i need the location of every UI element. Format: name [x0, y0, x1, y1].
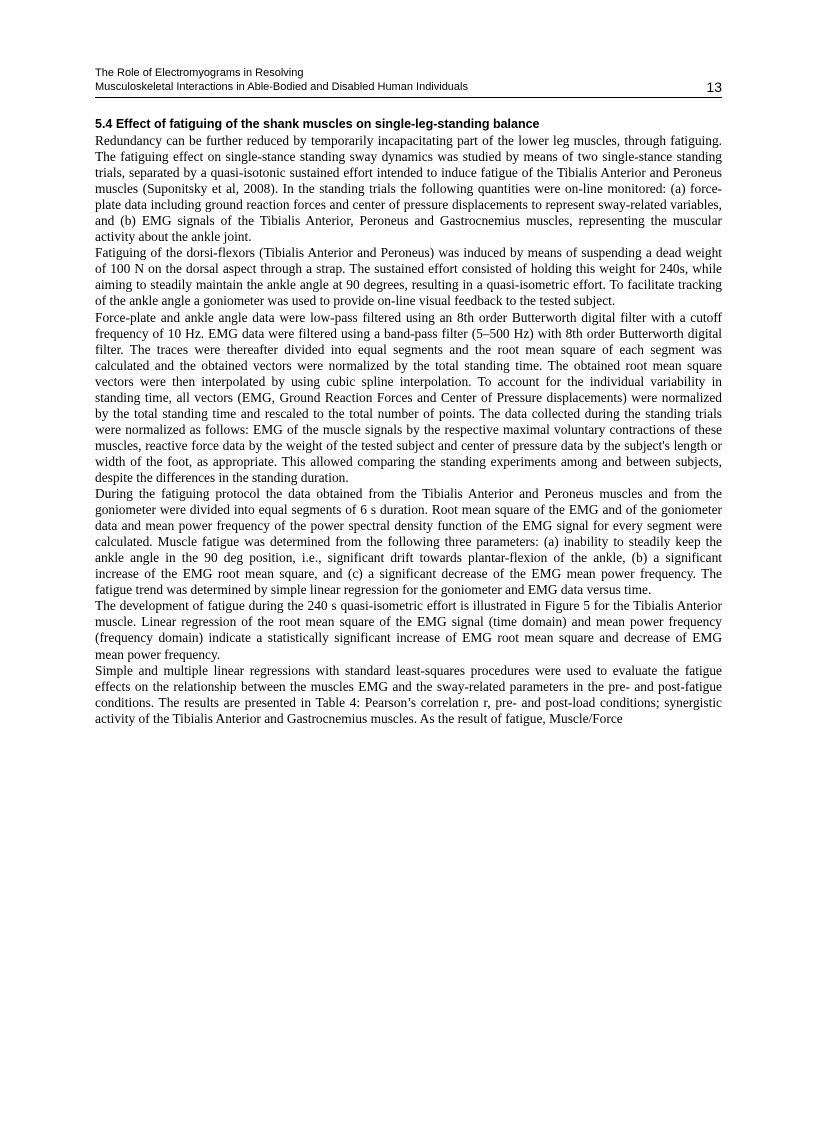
section-body — [95, 133, 722, 727]
paragraph: During the fatiguing protocol the data obtained from the Tibialis Anterior and Peroneus muscles and from the goniometer were divided into equal segments of 6 s duration. Root mean square of the EMG and of the goniometer data and mean power frequency of the power spectral density function of the EMG signal for every segment were calculated. Muscle fatigue was determined from the following three parameters: (a) inability to steadily keep the ankle angle in the 90 deg position, i.e., significant drift towards plantar-flexion of the ankle, (b) a significant increase of the EMG root mean square, and (c) a significant decrease of the EMG mean power frequency. The fatigue trend was determined by simple linear regression for the goniometer and EMG data versus time. — [95, 486, 722, 598]
paragraph: The development of fatigue during the 240 s quasi-isometric effort is illustrated in Figure 5 for the Tibialis Anterior muscle. Linear regression of the root mean square of the EMG signal (time domain) and mean power frequency (frequency domain) indicate a statistically significant increase of EMG root mean square and decrease of EMG mean power frequency. — [95, 598, 722, 662]
header-title-line-2: Musculoskeletal Interactions in Able-Bodied and Disabled Human Individuals — [95, 81, 468, 93]
header-title-line-1: The Role of Electromyograms in Resolving — [95, 67, 304, 79]
page — [95, 66, 722, 727]
section-heading: 5.4 Effect of fatiguing of the shank muscles on single-leg-standing balance — [95, 117, 540, 131]
paragraph: Force-plate and ankle angle data were low-pass filtered using an 8th order Butterworth digital filter with a cutoff frequency of 10 Hz. EMG data were filtered using a band-pass filter (5–500 Hz) with 8th order Butterworth digital filter. The traces were thereafter divided into equal segments and the root mean square of each segment was calculated and the obtained vectors were normalized by the total standing time. The obtained root mean square vectors were then interpolated by using cubic spline interpolation. To account for the individual variability in standing time, all vectors (EMG, Ground Reaction Forces and Center of Pressure displacements) were normalized by the total standing time and rescaled to the total number of points. The data collected during the standing trials were normalized as follows: EMG of the muscle signals by the respective maximal voluntary contractions of these muscles, reactive force data by the weight of the tested subject and center of pressure data by the subject's length or width of the foot, as appropriate. This allowed comparing the standing experiments among and between subjects, despite the differences in the standing duration. — [95, 309, 722, 485]
running-header — [95, 66, 722, 98]
paragraph: Simple and multiple linear regressions with standard least-squares procedures were used to evaluate the fatigue effects on the relationship between the muscles EMG and the sway-related parameters in the pre- and post-fatigue conditions. The results are presented in Table 4: Pearson’s correlation r, pre- and post-load conditions; synergistic activity of the Tibialis Anterior and Gastrocnemius muscles. As the result of fatigue, Muscle/Force — [95, 662, 722, 726]
paragraph: Fatiguing of the dorsi-flexors (Tibialis Anterior and Peroneus) was induced by means of suspending a dead weight of 100 N on the dorsal aspect through a strap. The sustained effort consisted of holding this weight for 240s, while aiming to steadily maintain the ankle angle at 90 degrees, resulting in a quasi-isometric effort. To facilitate tracking of the ankle angle a goniometer was used to provide on-line visual feedback to the tested subject. — [95, 245, 722, 309]
page-number: 13 — [706, 79, 722, 95]
paragraph: Redundancy can be further reduced by temporarily incapacitating part of the lower leg muscles, through fatiguing. The fatiguing effect on single-stance standing sway dynamics was studied by means of two single-stance standing trials, separated by a quasi-isotonic sustained effort intended to induce fatigue of the Tibialis Anterior and Peroneus muscles (Suponitsky et al, 2008). In the standing trials the following quantities were on-line monitored: (a) force-plate data including ground reaction forces and center of pressure displacements to represent sway-related variables, and (b) EMG signals of the Tibialis Anterior, Peroneus and Gastrocnemius muscles, representing the muscular activity about the ankle joint. — [95, 133, 722, 245]
